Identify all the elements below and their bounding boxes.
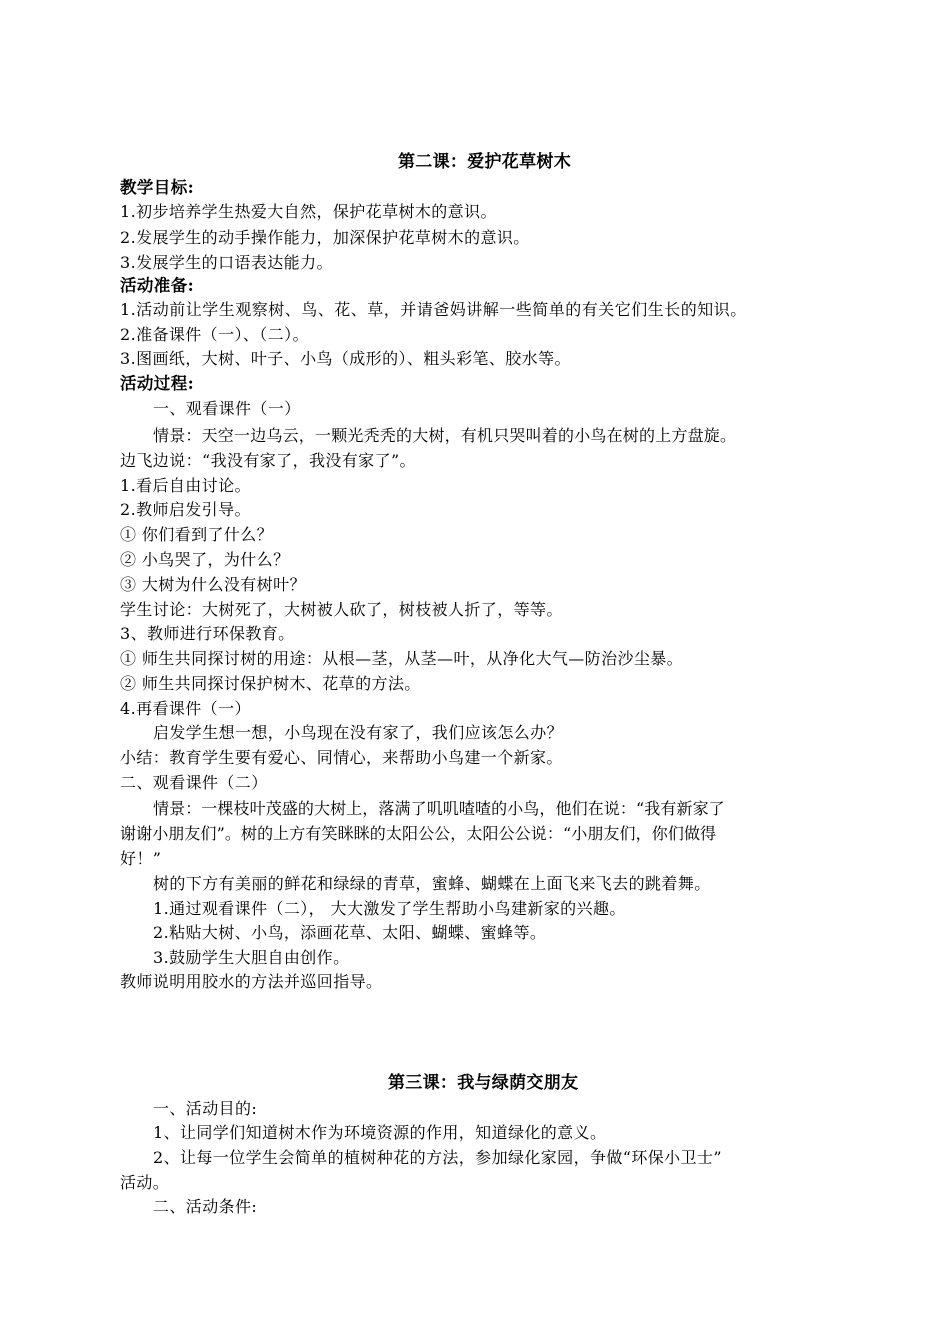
process-line: 教师说明用胶水的方法并巡回指导。 [120,972,383,991]
process-line: 情景：天空一边乌云，一颗光秃秃的大树，有机只哭叫着的小鸟在树的上方盘旋。 [153,426,737,445]
process-line: 二、观看课件（二） [120,773,268,792]
process-line: 边飞边说：“我没有家了，我没有家了”。 [120,451,416,470]
process-line: 2.教师启发引导。 [120,500,251,519]
process-line: 树的下方有美丽的鲜花和绿绿的青草，蜜蜂、蝴蝶在上面飞来飞去的跳着舞。 [153,874,711,893]
process-line: 一、观看课件（一） [153,399,301,418]
process-line: ① 你们看到了什么？ [120,525,274,544]
lesson3-line: 活动。 [120,1173,170,1192]
goal-item: 3.发展学生的口语表达能力。 [120,253,333,272]
prep-item: 3.图画纸，大树、叶子、小鸟（成形的）、粗头彩笔、胶水等。 [120,349,571,368]
process-line: 1.看后自由讨论。 [120,476,251,495]
goals-heading: 教学目标: [120,178,195,197]
process-line: 4.再看课件（一） [120,699,251,718]
process-line: ① 师生共同探讨树的用途：从根—茎，从茎—叶，从净化大气—防治沙尘暴。 [120,649,684,668]
process-line: 启发学生想一想，小鸟现在没有家了，我们应该怎么办？ [153,723,564,742]
lesson3-title: 第三课：我与绿荫交朋友 [388,1073,579,1093]
process-line: 好！” [120,849,162,868]
lesson3-line: 1、让同学们知道树木作为环境资源的作用，知道绿化的意义。 [153,1123,607,1142]
prep-heading: 活动准备: [120,276,195,295]
process-line: 1.通过观看课件（二）， 大大激发了学生帮助小鸟建新家的兴趣。 [153,899,626,918]
process-line: 3、教师进行环保教育。 [120,624,295,643]
process-line: 学生讨论：大树死了，大树被人砍了，树枝被人折了，等等。 [120,600,563,619]
process-line: 小结：教育学生要有爱心、同情心，来帮助小鸟建一个新家。 [120,748,563,767]
process-line: ③ 大树为什么没有树叶？ [120,575,306,594]
process-line: 情景：一棵枝叶茂盛的大树上，落满了叽叽喳喳的小鸟，他们在说：“我有新家了 [153,799,725,818]
process-line: ② 小鸟哭了，为什么？ [120,550,290,569]
prep-item: 2.准备课件（一）、（二）。 [120,325,309,344]
process-line: 2.粘贴大树、小鸟，添画花草、太阳、蝴蝶、蜜蜂等。 [153,923,547,942]
lesson3-line: 一、活动目的: [153,1099,258,1118]
process-line: 3.鼓励学生大胆自由创作。 [153,948,350,967]
process-line: ② 师生共同探讨保护树木、花草的方法。 [120,674,421,693]
lesson3-line: 二、活动条件: [153,1197,258,1216]
goal-item: 1.初步培养学生热爱大自然，保护花草树木的意识。 [120,202,497,221]
process-line: 谢谢小朋友们”。树的上方有笑眯眯的太阳公公，太阳公公说：“小朋友们，你们做得 [120,824,717,843]
process-heading: 活动过程: [120,374,195,393]
prep-item: 1.活动前让学生观察树、鸟、花、草，并请爸妈讲解一些简单的有关它们生长的知识。 [120,300,747,319]
goal-item: 2.发展学生的动手操作能力，加深保护花草树木的意识。 [120,228,530,247]
lesson2-title: 第二课：爱护花草树木 [398,152,571,172]
lesson3-line: 2、让每一位学生会简单的植树种花的方法，参加绿化家园，争做“环保小卫士” [153,1148,722,1167]
